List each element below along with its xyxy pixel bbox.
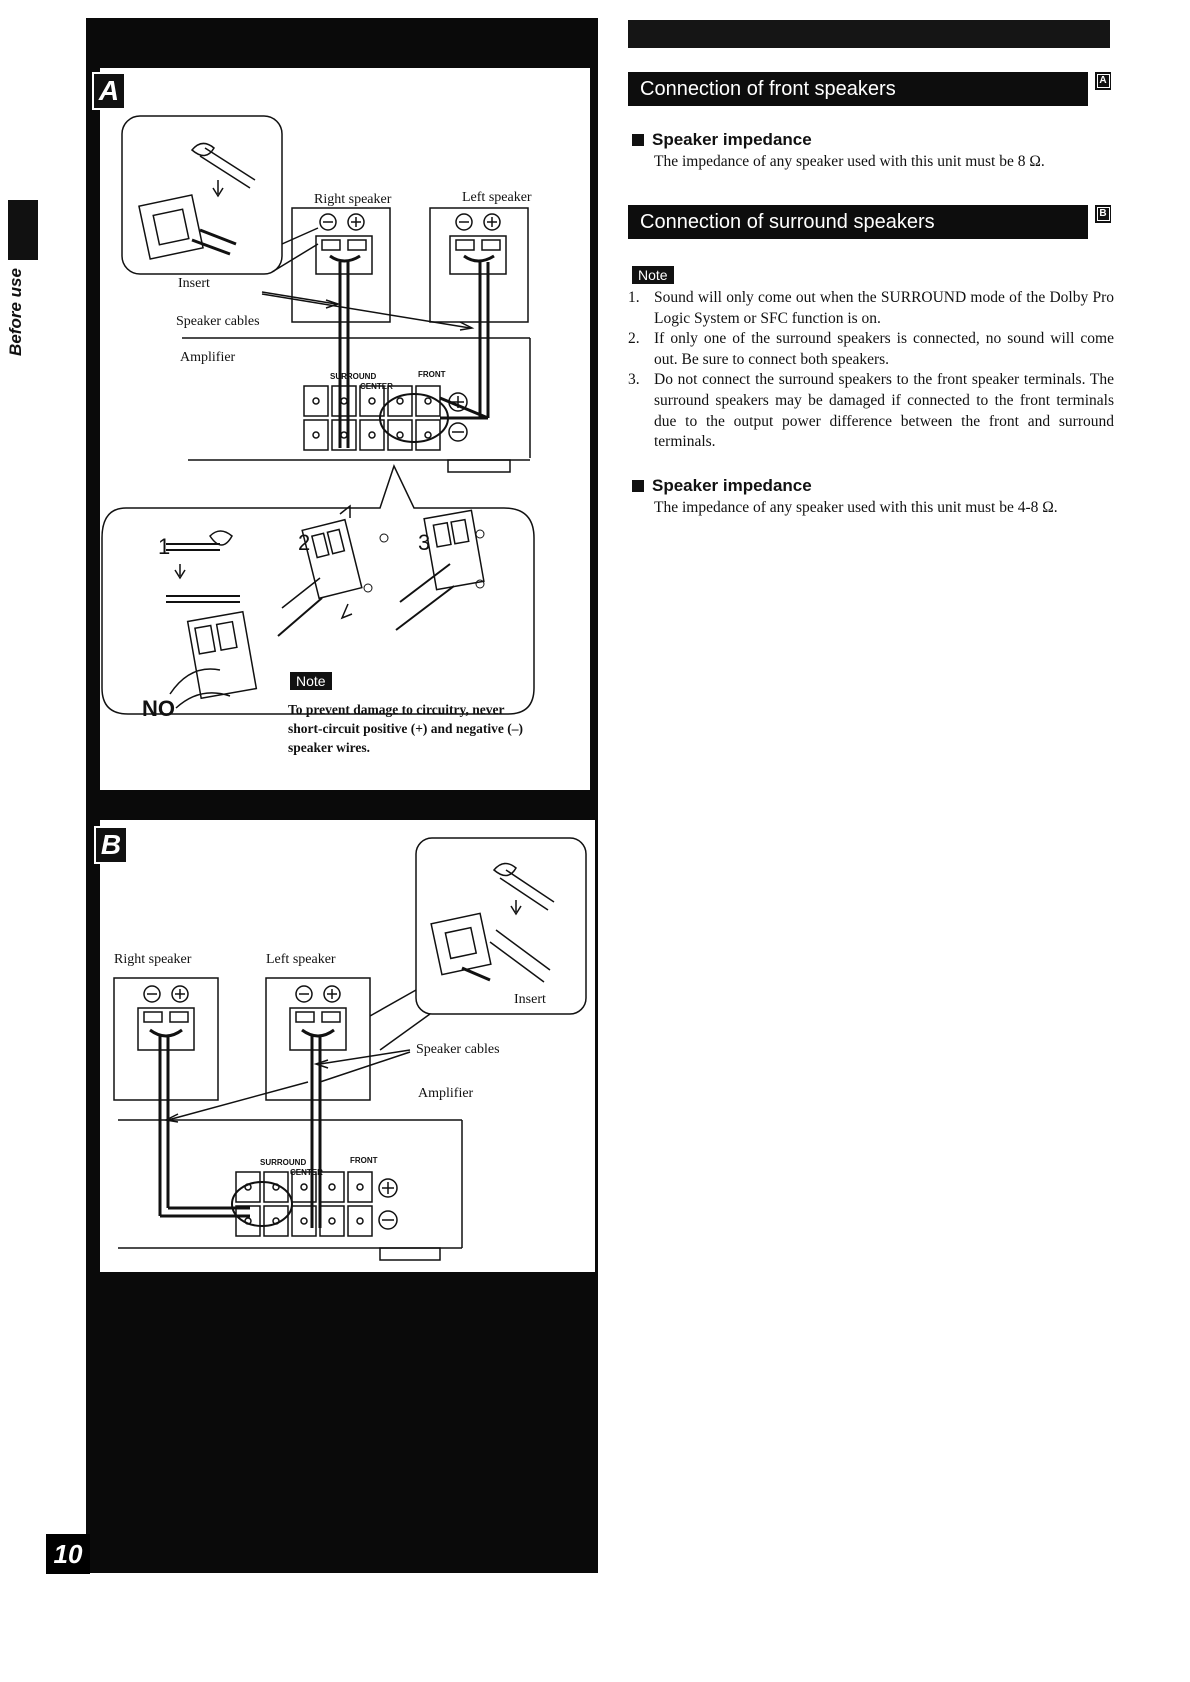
surround-note-tag: Note	[632, 266, 674, 284]
insert-label: Insert	[178, 276, 210, 291]
figure-a	[100, 68, 590, 790]
note-text: Sound will only come out when the SURROUND mode of the Dolby Pro Logic System or SFC function is on.	[654, 289, 1114, 327]
note-text: If only one of the surround speakers is connected, no sound will come out. Be sure to connect both speakers.	[654, 330, 1114, 368]
step-number-2: 2	[298, 530, 311, 555]
no-label: NO	[142, 696, 175, 721]
bullet-square-icon	[632, 480, 644, 492]
terminal-label-front: FRONT	[350, 1156, 378, 1165]
surround-notes-list	[628, 288, 1114, 453]
terminal-label-front: FRONT	[418, 370, 446, 379]
note-number: 1.	[628, 289, 640, 306]
surround-impedance-subheading	[632, 476, 812, 496]
side-tab-label: Before use	[5, 268, 25, 356]
page-number: 10	[46, 1534, 90, 1574]
surround-speakers-badge	[1095, 205, 1111, 223]
side-tab-marker	[8, 200, 38, 260]
terminal-label-center: CENTER	[360, 382, 393, 391]
note-number: 3.	[628, 371, 640, 389]
front-impedance-subheading-text: Speaker impedance	[652, 130, 812, 149]
speaker-cables-label: Speaker cables	[176, 314, 260, 329]
surround-speakers-heading-text: Connection of surround speakers	[640, 210, 935, 233]
left-speaker-label: Left speaker	[266, 952, 336, 967]
side-tab	[2, 262, 42, 362]
terminal-label-center: CENTER	[290, 1168, 323, 1177]
figure-a-note-tag: Note	[290, 672, 332, 690]
front-speakers-badge	[1095, 72, 1111, 90]
figure-b-badge: B	[94, 826, 128, 864]
list-item	[628, 370, 1114, 452]
right-speaker-label: Right speaker	[314, 192, 392, 207]
terminal-label-surround: SURROUND	[330, 372, 377, 381]
list-item	[628, 329, 1114, 370]
figure-a-badge: A	[92, 72, 126, 110]
step-number-3: 3	[418, 530, 431, 555]
front-impedance-subheading	[632, 130, 812, 150]
note-text: Do not connect the surround speakers to the front speaker terminals. The surround speakers may be damaged if connected to the front terminals due to the output power difference between the front and surround terminals.	[654, 371, 1114, 451]
figure-a-drawing	[100, 68, 590, 790]
surround-impedance-subheading-text: Speaker impedance	[652, 476, 812, 495]
note-number: 2.	[628, 330, 640, 348]
surround-speakers-heading	[628, 205, 1088, 239]
front-impedance-text: The impedance of any speaker used with this unit must be 8 Ω.	[654, 153, 1045, 170]
amplifier-label: Amplifier	[418, 1086, 474, 1101]
surround-impedance-text: The impedance of any speaker used with this unit must be 4-8 Ω.	[654, 499, 1058, 516]
speaker-cables-label: Speaker cables	[416, 1042, 500, 1057]
insert-label: Insert	[514, 992, 546, 1007]
step-number-1: 1	[158, 534, 171, 559]
surround-speakers-badge-label: B	[1097, 207, 1110, 221]
front-speakers-badge-label: A	[1097, 74, 1110, 88]
right-speaker-label: Right speaker	[114, 952, 192, 967]
left-speaker-label: Left speaker	[462, 190, 532, 205]
terminal-label-surround: SURROUND	[260, 1158, 307, 1167]
amplifier-label: Amplifier	[180, 350, 236, 365]
figure-b-drawing	[100, 820, 595, 1272]
bullet-square-icon	[632, 134, 644, 146]
figure-b	[100, 820, 595, 1272]
list-item	[628, 288, 1114, 329]
section-bar	[628, 20, 1110, 48]
front-speakers-heading	[628, 72, 1088, 106]
front-speakers-heading-text: Connection of front speakers	[640, 77, 896, 100]
figure-a-note-text: To prevent damage to circuitry, never short-circuit positive (+) and negative (–) speaker wires.	[288, 702, 524, 755]
